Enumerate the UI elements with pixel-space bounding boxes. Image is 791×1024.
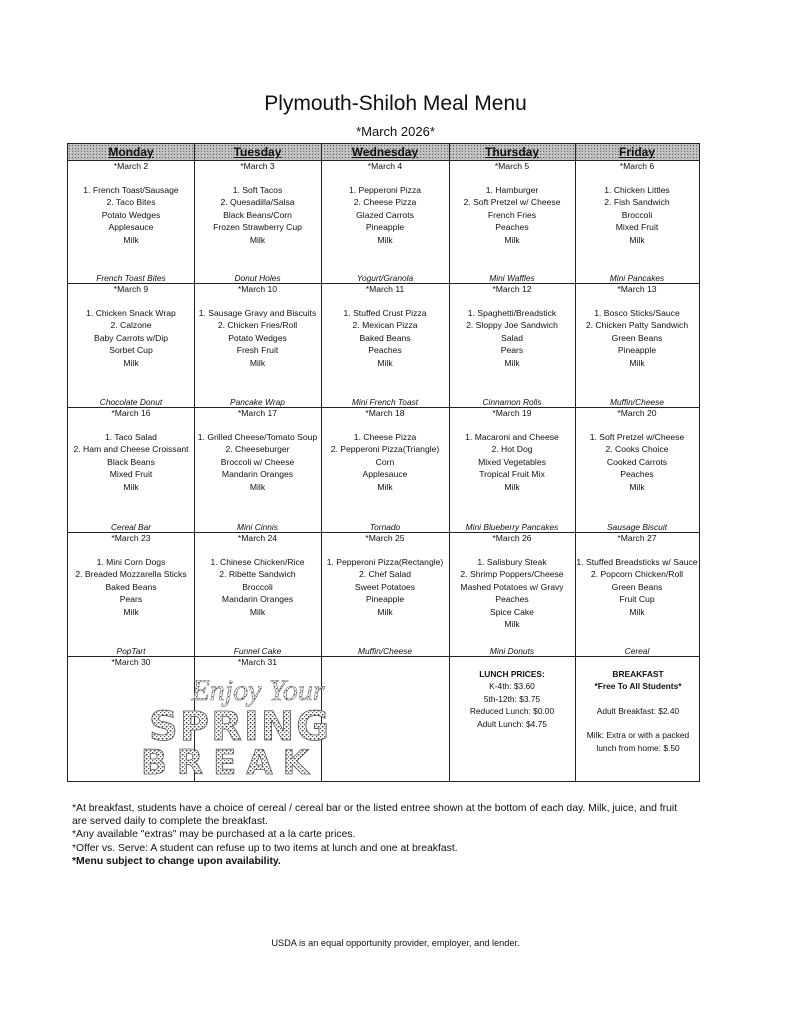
- breakfast-entree: Donut Holes: [234, 273, 281, 283]
- menu-item: Pears: [500, 345, 524, 356]
- menu-item: Black Beans: [107, 456, 155, 467]
- menu-item: Milk: [504, 619, 520, 630]
- day-date: *March 30: [111, 657, 151, 667]
- art-line-enjoy: Enjoy Your: [191, 674, 325, 707]
- breakfast-entree: Cinnamon Rolls: [482, 397, 542, 407]
- breakfast-entree: Chocolate Donut: [99, 397, 163, 407]
- usda-footer: USDA is an equal opportunity provider, employer, and lender.: [271, 938, 520, 948]
- menu-item: 2. Quesadilla/Salsa: [220, 197, 295, 208]
- menu-item: 1. French Toast/Sausage: [83, 185, 179, 195]
- menu-item: Milk: [123, 481, 139, 492]
- menu-item: 1. Pepperoni Pizza: [348, 185, 422, 195]
- menu-item: Mixed Fruit: [109, 469, 153, 480]
- breakfast-free-note: *Free To All Students*: [594, 681, 682, 692]
- menu-item: Salad: [501, 332, 523, 343]
- menu-item: 1. Cheese Pizza: [353, 432, 417, 442]
- day-menu-items: [68, 556, 194, 618]
- day-menu-items: [194, 556, 321, 618]
- menu-item: Baby Carrots w/Dip: [93, 332, 169, 343]
- menu-item: 2. Chicken Patty Sandwich: [585, 320, 689, 331]
- menu-item: 1. Hamburger: [485, 185, 539, 195]
- month-subtitle: *March 2026*: [356, 124, 435, 139]
- menu-item: Milk: [504, 234, 520, 245]
- menu-item: Milk: [377, 481, 393, 492]
- breakfast-entree: Yogurt/Granola: [356, 273, 414, 283]
- art-line-break: BREAK: [141, 743, 319, 780]
- menu-item: 2. Breaded Mozzarella Sticks: [75, 569, 187, 580]
- day-date-friday: *March 27: [617, 533, 657, 543]
- menu-item: Frozen Strawberry Cup: [213, 222, 302, 233]
- menu-item: 2. Cheeseburger: [225, 444, 290, 455]
- header-friday: Friday: [618, 145, 655, 159]
- breakfast-entree: Sausage Biscuit: [606, 522, 668, 532]
- menu-item: Milk: [629, 481, 645, 492]
- menu-item: 1. Soft Tacos: [232, 185, 283, 195]
- milk-price-line: lunch from home: $.50: [596, 742, 680, 753]
- menu-item: 2. Pepperoni Pizza(Triangle): [330, 444, 440, 455]
- menu-item: Fresh Fruit: [236, 345, 279, 356]
- menu-item: Peaches: [620, 469, 654, 480]
- menu-item: 1. Chinese Chicken/Rice: [210, 557, 305, 567]
- art-line-spring: SPRING: [148, 704, 332, 750]
- breakfast-entree: Mini French Toast: [351, 397, 419, 407]
- menu-item: Broccoli: [242, 581, 273, 592]
- day-date-tuesday: *March 24: [237, 533, 278, 543]
- day-menu-items: [321, 431, 449, 493]
- menu-item: 1. Spaghetti/Breadstick: [467, 308, 557, 318]
- day-menu-items: [449, 556, 575, 630]
- breakfast-prices-box: [575, 668, 701, 754]
- breakfast-entree: Mini Cinnis: [237, 522, 278, 532]
- note-line: *At breakfast, students have a choice of cereal / cereal bar or the listed entree shown at the bottom of each day. Milk, juice, and fruit: [72, 803, 678, 814]
- lunch-price-line: Adult Lunch: $4.75: [477, 718, 547, 729]
- menu-item: Milk: [377, 357, 393, 368]
- day-menu-items: [575, 184, 699, 246]
- menu-item: 2. Soft Pretzel w/ Cheese: [463, 197, 561, 208]
- day-date-tuesday: *March 3: [240, 161, 275, 171]
- menu-item: Glazed Carrots: [356, 209, 414, 220]
- menu-item: 1. Grilled Cheese/Tomato Soup: [197, 432, 318, 442]
- breakfast-entree: Funnel Cake: [233, 646, 282, 656]
- day-menu-items: [321, 556, 449, 618]
- day-menu-items: [449, 307, 575, 369]
- header-monday: Monday: [108, 145, 154, 159]
- menu-item: 1. Stuffed Crust Pizza: [343, 308, 427, 318]
- breakfast-entree: Muffin/Cheese: [610, 397, 664, 407]
- menu-item: Milk: [249, 606, 266, 617]
- note-line-bold: *Menu subject to change upon availability.: [72, 855, 281, 867]
- day-date-thursday: *March 12: [492, 284, 532, 294]
- lunch-prices-box: [449, 668, 575, 730]
- menu-item: Black Beans/Corn: [223, 209, 292, 220]
- breakfast-entree: Mini Waffles: [489, 273, 535, 283]
- menu-item: 2. Hot Dog: [491, 444, 533, 455]
- spring-break-art: [70, 670, 410, 780]
- menu-item: Pineapple: [365, 594, 405, 605]
- menu-item: Pineapple: [365, 222, 405, 233]
- menu-item: Milk: [629, 234, 645, 245]
- menu-item: Milk: [377, 234, 393, 245]
- menu-item: Peaches: [495, 594, 529, 605]
- menu-item: Milk: [249, 481, 266, 492]
- menu-item: 1. Sausage Gravy and Biscuits: [198, 308, 317, 318]
- day-date-tuesday: *March 17: [237, 408, 278, 418]
- menu-item: Potato Wedges: [228, 332, 287, 343]
- menu-item: 2. Ribette Sandwich: [219, 569, 296, 580]
- menu-item: 1. Stuffed Breadsticks w/ Sauce: [576, 557, 698, 567]
- menu-item: Potato Wedges: [101, 209, 161, 220]
- day-date-friday: *March 6: [619, 161, 655, 171]
- lunch-prices-heading: LUNCH PRICES:: [479, 669, 545, 679]
- menu-item: French Fries: [487, 209, 537, 220]
- menu-item: 2. Shrimp Poppers/Cheese: [460, 569, 564, 580]
- menu-item: Milk: [123, 234, 139, 245]
- menu-item: 2. Cheese Pizza: [353, 197, 417, 208]
- lunch-price-line: 5th-12th: $3.75: [483, 693, 541, 704]
- day-date: *March 31: [237, 657, 278, 667]
- day-menu-items: [68, 307, 194, 369]
- breakfast-entree: Cereal Bar: [110, 522, 152, 532]
- menu-item: Milk: [249, 234, 266, 245]
- menu-item: 1. Bosco Sticks/Sauce: [594, 308, 680, 318]
- menu-item: Sweet Potatoes: [354, 581, 416, 592]
- menu-item: Spice Cake: [490, 606, 534, 617]
- lunch-price-line: Reduced Lunch: $0.00: [469, 706, 555, 717]
- menu-item: Peaches: [368, 345, 402, 356]
- menu-item: Milk: [123, 357, 139, 368]
- adult-breakfast-price: Adult Breakfast: $2.40: [596, 705, 680, 716]
- menu-item: Pineapple: [617, 345, 657, 356]
- menu-item: 2. Cooks Choice: [605, 444, 669, 455]
- menu-item: Mashed Potatoes w/ Gravy: [460, 581, 564, 592]
- day-date-friday: *March 20: [617, 408, 657, 418]
- menu-item: Corn: [375, 456, 395, 467]
- day-menu-items: [449, 184, 575, 246]
- menu-item: Mandarin Oranges: [221, 594, 294, 605]
- menu-item: 2. Chef Salad: [358, 569, 412, 580]
- milk-price-line: Milk: Extra or with a packed: [586, 730, 690, 741]
- menu-item: 2. Fish Sandwich: [604, 197, 670, 208]
- menu-item: Sorbet Cup: [109, 345, 153, 356]
- day-date-wednesday: *March 18: [365, 408, 405, 418]
- menu-item: Mixed Vegetables: [478, 456, 546, 467]
- menu-item: Pears: [119, 594, 143, 605]
- menu-item: Green Beans: [611, 332, 663, 343]
- menu-item: Milk: [123, 606, 139, 617]
- menu-item: 1. Soft Pretzel w/Cheese: [589, 432, 685, 442]
- menu-item: Milk: [629, 606, 645, 617]
- day-date-thursday: *March 26: [492, 533, 532, 543]
- day-date-wednesday: *March 4: [367, 161, 403, 171]
- header-wednesday: Wednesday: [351, 145, 419, 159]
- breakfast-entree: Cereal: [624, 646, 650, 656]
- day-menu-items: [194, 307, 321, 369]
- menu-item: 1. Pepperoni Pizza(Rectangle): [326, 557, 444, 567]
- breakfast-entree: Muffin/Cheese: [358, 646, 412, 656]
- day-menu-items: [575, 556, 699, 618]
- menu-item: Tropical Fruit Mix: [479, 469, 545, 480]
- day-menu-items: [575, 431, 699, 493]
- day-menu-items: [68, 184, 194, 246]
- menu-item: 1. Chicken Littles: [604, 185, 670, 195]
- day-header-row: [68, 144, 699, 161]
- menu-item: 1. Salisbury Steak: [477, 557, 547, 567]
- breakfast-entree: Pancake Wrap: [230, 397, 285, 407]
- menu-item: 2. Popcorn Chicken/Roll: [590, 569, 684, 580]
- day-date-monday: *March 9: [113, 284, 149, 294]
- menu-item: Applesauce: [362, 469, 408, 480]
- breakfast-prices-heading: BREAKFAST: [612, 669, 664, 679]
- day-date-thursday: *March 19: [492, 408, 532, 418]
- day-menu-items: [194, 431, 321, 493]
- menu-item: 1. Macaroni and Cheese: [465, 432, 559, 442]
- day-menu-items: [321, 184, 449, 246]
- menu-notes: [72, 802, 712, 868]
- day-menu-items: [449, 431, 575, 493]
- header-thursday: Thursday: [484, 145, 539, 159]
- day-menu-items: [194, 184, 321, 246]
- breakfast-entree: PopTart: [116, 646, 146, 656]
- menu-item: Cooked Carrots: [606, 456, 668, 467]
- day-date-friday: *March 13: [617, 284, 657, 294]
- header-tuesday: Tuesday: [233, 145, 282, 159]
- menu-item: 2. Sloppy Joe Sandwich: [466, 320, 558, 331]
- menu-item: Milk: [377, 606, 393, 617]
- lunch-price-line: K-4th: $3.60: [489, 681, 535, 692]
- menu-item: Mixed Fruit: [615, 222, 659, 233]
- menu-item: Applesauce: [108, 222, 154, 233]
- menu-item: Baked Beans: [359, 332, 411, 343]
- breakfast-entree: Mini Donuts: [489, 646, 535, 656]
- menu-item: 2. Chicken Fries/Roll: [217, 320, 298, 331]
- menu-item: Fruit Cup: [619, 594, 655, 605]
- day-date-wednesday: *March 25: [365, 533, 405, 543]
- menu-item: 1. Chicken Snack Wrap: [86, 308, 176, 318]
- menu-item: 2. Ham and Cheese Croissant: [73, 444, 189, 455]
- day-date-wednesday: *March 11: [365, 284, 405, 294]
- menu-item: Mandarin Oranges: [221, 469, 294, 480]
- menu-item: 1. Mini Corn Dogs: [96, 557, 166, 567]
- menu-item: Milk: [504, 481, 520, 492]
- menu-item: Peaches: [495, 222, 529, 233]
- breakfast-entree: Mini Pancakes: [609, 273, 665, 283]
- day-menu-items: [68, 431, 194, 493]
- day-menu-items: [321, 307, 449, 369]
- menu-item: Milk: [504, 357, 520, 368]
- day-date-monday: *March 16: [111, 408, 151, 418]
- breakfast-entree: Mini Blueberry Pancakes: [465, 522, 559, 532]
- menu-item: 2. Taco Bites: [106, 197, 156, 208]
- day-date-thursday: *March 5: [494, 161, 530, 171]
- day-date-monday: *March 23: [111, 533, 151, 543]
- menu-item: Broccoli: [621, 209, 653, 220]
- menu-item: Broccoli w/ Cheese: [220, 456, 295, 467]
- day-date-tuesday: *March 10: [237, 284, 278, 294]
- menu-item: 2. Calzone: [110, 320, 152, 331]
- note-line: *Offer vs. Serve: A student can refuse up to two items at lunch and one at breakfast.: [72, 842, 458, 854]
- menu-item: 2. Mexican Pizza: [352, 320, 418, 331]
- menu-item: 1. Taco Salad: [105, 432, 157, 442]
- breakfast-entree: French Toast Bites: [96, 273, 166, 283]
- menu-item: Milk: [249, 357, 266, 368]
- note-line: are served daily to complete the breakfast.: [72, 816, 268, 828]
- note-line: *Any available "extras" may be purchased at a la carte prices.: [72, 829, 356, 841]
- menu-item: Milk: [629, 357, 645, 368]
- page-title: Plymouth-Shiloh Meal Menu: [264, 92, 527, 115]
- breakfast-entree: Tornado: [369, 522, 401, 532]
- menu-item: Baked Beans: [105, 581, 157, 592]
- menu-item: Green Beans: [611, 581, 663, 592]
- day-menu-items: [575, 307, 699, 369]
- day-date-monday: *March 2: [113, 161, 149, 171]
